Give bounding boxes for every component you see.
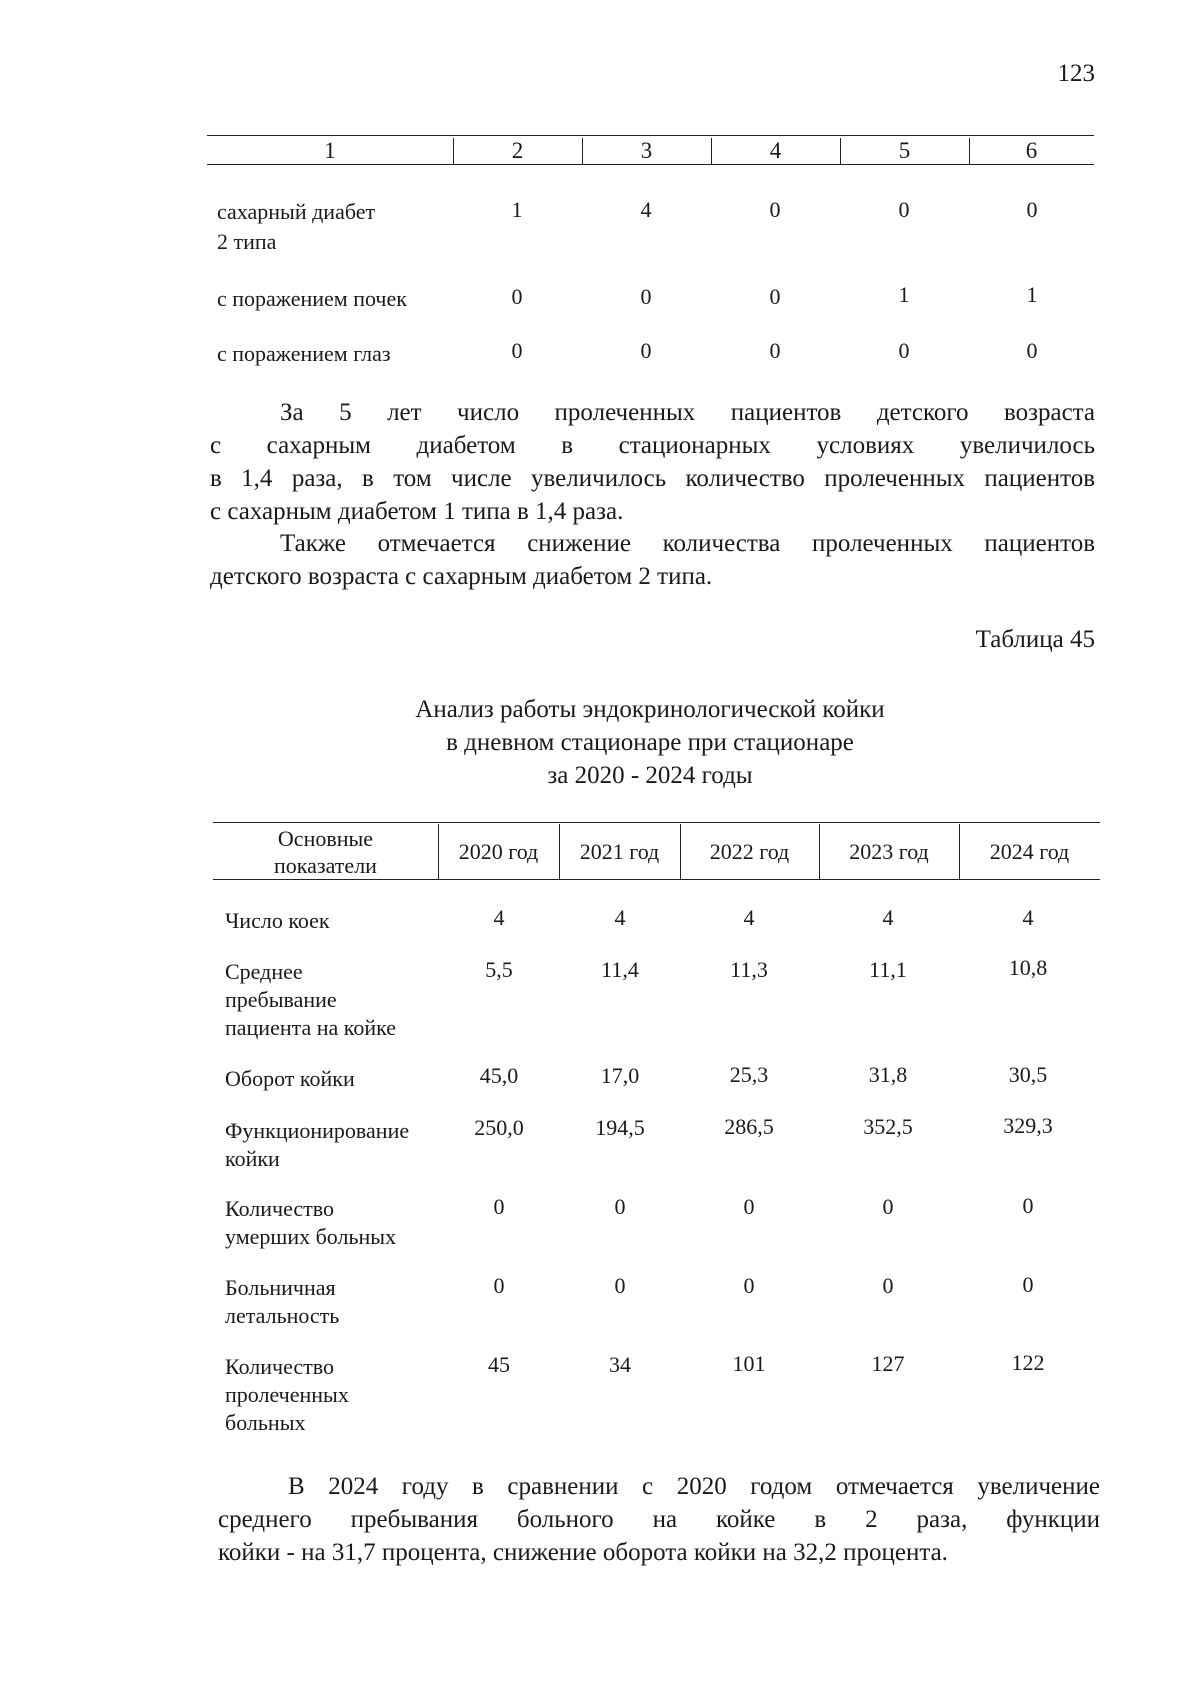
table-cell: 4 [743, 905, 755, 930]
table-cell: 352,5 [863, 1114, 913, 1139]
row-label: Больничная летальность [225, 1275, 340, 1328]
table-cell: 25,3 [729, 1062, 769, 1087]
row-label: с поражением глаз [217, 341, 391, 366]
table-cell: 10,8 [1008, 955, 1048, 980]
table-cell: 5,5 [485, 957, 513, 982]
table-cell: 0 [493, 1194, 505, 1219]
paragraph: В 2024 году в сравнении с 2020 годом отмечается увеличение среднего пребывания больного на койке в 2 раза, функции койки - на 31,7 процента, снижение оборота койки на 32,2 процента. [218, 1473, 1100, 1566]
page-number: 123 [1057, 60, 1095, 87]
table-cell: 11,3 [730, 957, 768, 982]
table-cell: 0 [769, 284, 781, 309]
row-label: с поражением почек [217, 286, 407, 311]
table-cell: 127 [871, 1351, 905, 1376]
table-cell: 4 [1022, 905, 1034, 930]
table-cell: 0 [511, 338, 523, 363]
table-cell: 1 [898, 282, 910, 307]
table-cell: 11,4 [601, 957, 639, 982]
header-year: 2023 год [849, 839, 929, 864]
table-cell: 0 [1026, 338, 1038, 363]
table-cell: 31,8 [868, 1062, 908, 1087]
table-title: Анализ работы эндокринологической койки в дневном стационаре при стационаре за 2020 - 2024 годы [415, 696, 885, 789]
table-cell: 0 [769, 338, 781, 363]
column-header: 6 [1025, 138, 1038, 163]
table-cell: 17,0 [600, 1063, 640, 1088]
row-label: Количество пролеченных больных [225, 1354, 349, 1435]
table-cell: 0 [743, 1194, 755, 1219]
table-cell: 0 [493, 1273, 505, 1298]
table-caption: Таблица 45 [975, 626, 1095, 653]
table-cell: 0 [1026, 197, 1038, 222]
column-header: 3 [640, 138, 653, 163]
row-label: Функционирование койки [225, 1118, 410, 1171]
table-cell: 11,1 [869, 957, 907, 982]
table-top-rule [207, 135, 1094, 136]
table-cell: 4 [614, 905, 626, 930]
table-cell: 250,0 [474, 1115, 524, 1140]
table-cell: 0 [769, 197, 781, 222]
column-header: 4 [769, 138, 782, 163]
table-cell: 0 [882, 1194, 894, 1219]
header-year: 2022 год [709, 839, 790, 864]
row-label: Оборот койки [225, 1066, 355, 1091]
header-year: 2021 год [579, 839, 660, 864]
table-cell: 45,0 [479, 1063, 519, 1088]
row-label: Количество умерших больных [225, 1196, 397, 1249]
table-cell: 0 [640, 284, 652, 309]
table-cell: 0 [743, 1273, 755, 1298]
table-cell: 122 [1011, 1350, 1045, 1375]
table-cell: 0 [614, 1273, 626, 1298]
table-cell: 34 [609, 1352, 631, 1377]
table-cell: 0 [1022, 1272, 1034, 1297]
table-cell: 30,5 [1008, 1062, 1048, 1087]
table-cell: 0 [898, 338, 910, 363]
table-cell: 4 [640, 197, 652, 222]
table-top-rule [213, 822, 1100, 823]
row-label: Число коек [225, 908, 330, 933]
table-cell: 4 [493, 905, 505, 930]
table-cell: 1 [511, 197, 523, 222]
column-header: 1 [324, 138, 336, 163]
row-label: сахарный диабет 2 типа [217, 199, 376, 254]
table-header-rule [213, 879, 1100, 880]
table-cell: 194,5 [595, 1115, 645, 1140]
paragraph: За 5 лет число пролеченных пациентов детского возраста с сахарным диабетом в стационарных условиях увеличилось в 1,4 раза, в том числе увеличилось количество пролеченных пациентов с сахарным диабетом 1 типа в 1,4 раза. [210, 399, 1095, 525]
table-cell: 45 [488, 1352, 510, 1377]
column-header: 2 [511, 138, 524, 163]
header-year: 2024 год [989, 839, 1070, 864]
table-cell: 4 [882, 905, 894, 930]
table-cell: 0 [898, 197, 910, 222]
table-cell: 329,3 [1003, 1113, 1053, 1138]
column-header: 5 [898, 138, 911, 163]
table-cell: 101 [732, 1351, 766, 1376]
table-header-rule [207, 164, 1094, 165]
table-cell: 286,5 [724, 1114, 774, 1139]
table-cell: 0 [511, 284, 523, 309]
table-cell: 1 [1026, 282, 1038, 307]
row-label: Среднее пребывание пациента на койке [225, 959, 397, 1040]
header-year: 2020 год [458, 839, 539, 864]
table-cell: 0 [882, 1273, 894, 1298]
paragraph: Также отмечается снижение количества пролеченных пациентов детского возраста с сахарным диабетом 2 типа. [210, 530, 1095, 590]
table-cell: 0 [640, 338, 652, 363]
table-cell: 0 [614, 1194, 626, 1219]
table-cell: 0 [1022, 1193, 1034, 1218]
header-indicators: Основные показатели [274, 825, 377, 878]
